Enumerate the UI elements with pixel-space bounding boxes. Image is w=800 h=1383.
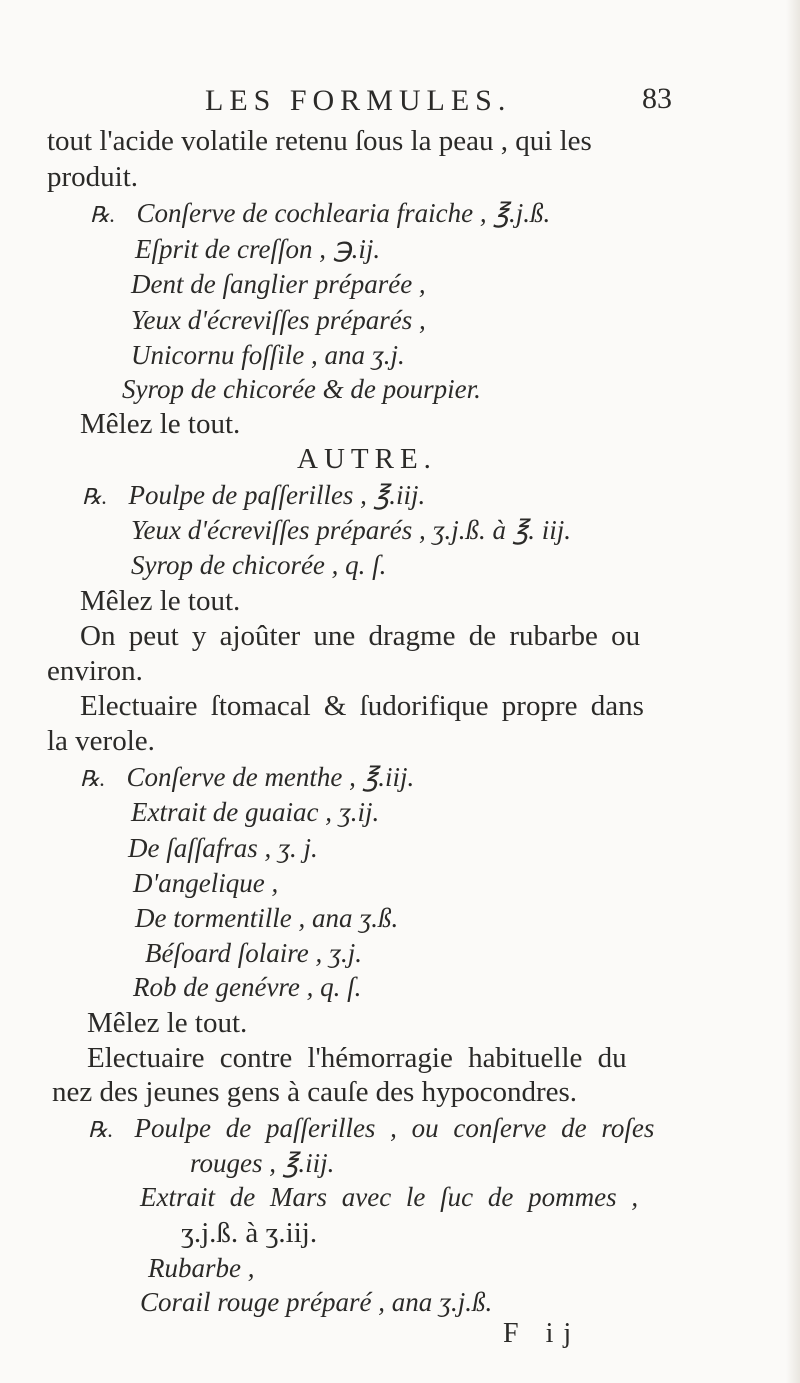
running-title: LES FORMULES. xyxy=(205,84,512,117)
recipe-ingredient: D'angelique , xyxy=(133,868,279,898)
page-edge-shadow xyxy=(786,0,800,1383)
recipe-ingredient: Conſerve de cochlearia fraiche , ℥.j.ß. xyxy=(136,198,551,228)
recipe-ingredient: Rob de genévre , q. ſ. xyxy=(133,972,362,1002)
recipe-ingredient: Poulpe de paſſerilles , ℥.iij. xyxy=(128,480,426,510)
recipe-symbol: ℞. xyxy=(82,484,108,509)
recipe-line xyxy=(82,478,425,514)
text-line: la verole. xyxy=(47,725,155,757)
section-heading: AUTRE. xyxy=(297,443,437,475)
recipe-ingredient: Syrop de chicorée , q. ſ. xyxy=(131,550,387,580)
recipe-ingredient: Dent de ſanglier préparée , xyxy=(131,269,426,299)
recipe-ingredient: Corail rouge préparé , ana ʒ.j.ß. xyxy=(140,1287,493,1317)
text-line: tout l'acide volatile retenu ſous la peau , qui les xyxy=(47,125,592,157)
text-line: environ. xyxy=(47,655,143,687)
page-number: 83 xyxy=(642,82,672,115)
signature-mark: F ij xyxy=(503,1318,582,1349)
recipe-ingredient: De tormentille , ana ʒ.ß. xyxy=(135,903,399,933)
recipe-ingredient: Extrait de guaiac , ʒ.ij. xyxy=(131,797,380,827)
text-line: Mêlez le tout. xyxy=(80,408,241,440)
recipe-ingredient: Unicornu foſſile , ana ʒ.j. xyxy=(131,340,405,370)
text-line: produit. xyxy=(47,161,139,193)
recipe-line xyxy=(90,196,550,232)
text-line: On peut y ajoûter une dragme de rubarbe ou xyxy=(80,620,641,652)
recipe-ingredient: Béſoard ſolaire , ʒ.j. xyxy=(145,938,362,968)
recipe-ingredient: Conſerve de menthe , ℥.iij. xyxy=(126,762,415,792)
recipe-ingredient: Rubarbe , xyxy=(148,1253,255,1283)
recipe-ingredient: Yeux d'écreviſſes préparés , xyxy=(131,305,426,335)
text-line: Mêlez le tout. xyxy=(87,1007,248,1039)
text-line: Electuaire contre l'hémorragie habituelle du xyxy=(87,1042,627,1074)
recipe-line xyxy=(80,760,414,796)
recipe-ingredient: Syrop de chicorée & de pourpier. xyxy=(122,374,481,404)
recipe-symbol: ℞. xyxy=(80,766,106,791)
recipe-ingredient: rouges , ℥.iij. xyxy=(190,1148,335,1178)
recipe-ingredient: ʒ.j.ß. à ʒ.iij. xyxy=(181,1217,318,1249)
recipe-ingredient: Yeux d'écreviſſes préparés , ʒ.j.ß. à ℥. iij. xyxy=(131,515,572,545)
recipe-ingredient: Eſprit de creſſon , ℈.ij. xyxy=(135,234,381,264)
text-line: Mêlez le tout. xyxy=(80,585,241,617)
text-line: Electuaire ſtomacal & ſudorifique propre dans xyxy=(80,690,644,722)
text-line: nez des jeunes gens à cauſe des hypocondres. xyxy=(52,1076,578,1108)
running-head xyxy=(0,78,800,118)
recipe-symbol: ℞. xyxy=(88,1117,114,1142)
recipe-ingredient: Extrait de Mars avec le ſuc de pommes , xyxy=(140,1182,639,1212)
recipe-symbol: ℞. xyxy=(90,202,116,227)
recipe-ingredient: Poulpe de paſſerilles , ou conſerve de roſes xyxy=(134,1113,655,1143)
recipe-line xyxy=(88,1111,654,1147)
recipe-ingredient: De ſaſſafras , ʒ. j. xyxy=(128,833,318,863)
